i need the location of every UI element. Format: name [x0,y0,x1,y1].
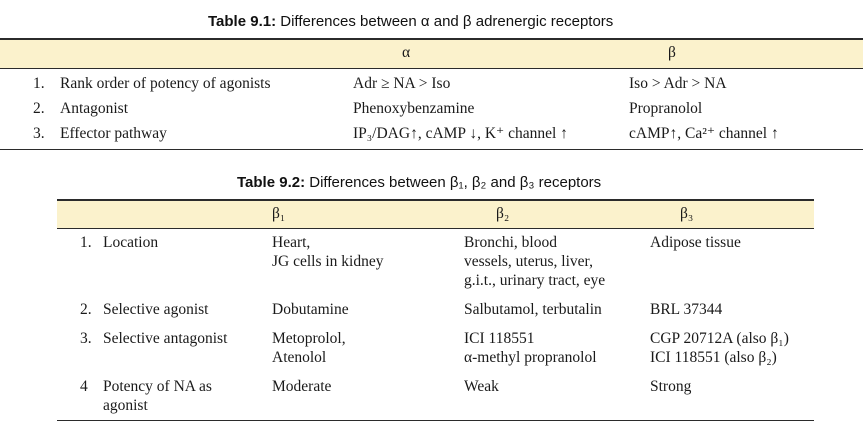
table2-row-num: 1. [80,234,92,251]
table2-caption-label: Table 9.2: [237,174,306,191]
table2-row-label: Selective antagonist [103,330,228,347]
table2-header-b3: β₃ [680,205,694,222]
table2-row-b2 [464,329,597,367]
table2-row-b2: Weak [464,378,499,395]
table1-row-label: Effector pathway [60,125,167,142]
table2-row-b2 [464,233,605,290]
table1-row-num: 1. [33,75,45,92]
table1-row-num: 3. [33,125,45,142]
table1-row-label: Rank order of potency of agonists [60,75,271,92]
table1-row-alpha: Phenoxybenzamine [353,100,475,117]
table2-cell-line: CGP 20712A (also β₁) [650,330,789,347]
table2-cell-line: Metoprolol, [272,330,346,347]
table1-row-beta: cAMP↑, Ca²⁺ channel ↑ [629,125,779,142]
table2-row-num: 2. [80,301,92,318]
table2-row-label: Potency of NA as agonist [103,378,212,414]
table2-cell-line: α-methyl propranolol [464,349,597,366]
table1-row-alpha: IP₃/DAG↑, cAMP ↓, K⁺ channel ↑ [353,125,568,142]
table2-row-label: Selective agonist [103,301,209,318]
table2-cell-line: Adipose tissue [650,234,741,251]
table2-cell-line: ICI 118551 [464,330,535,347]
table2-row-num: 3. [80,330,92,347]
table2-header-b1: β₁ [272,205,286,222]
table2-row-label: Location [103,234,159,251]
table2-header-row [57,199,814,229]
table2-cell-line: Heart, [272,234,311,251]
table1-header-alpha: α [402,44,411,61]
table1-row-label: Antagonist [60,100,129,117]
table2-row-b1: Moderate [272,378,332,395]
table1-row-beta: Propranolol [629,100,703,117]
table2-cell-line: ICI 118551 (also β₂) [650,349,777,366]
table2-row-num: 4 [80,378,88,395]
table2-row-b1 [272,233,384,271]
table1-row-beta: Iso > Adr > NA [629,75,727,92]
table2-row-b3 [650,233,741,252]
table2-cell-line: JG cells in kidney [272,253,384,270]
table2-row-b3: BRL 37344 [650,301,723,318]
table2-cell-line: Atenolol [272,349,327,366]
table2-bottom-rule [57,420,814,421]
table2-row-b2: Salbutamol, terbutalin [464,301,602,318]
table2-caption-text: Differences between β₁, β₂ and β₃ receptors [305,174,602,191]
table1-header-beta: β [668,44,676,61]
table2-cell-line: Bronchi, blood [464,234,557,251]
table2-row-b3: Strong [650,378,692,395]
table2-row-b1: Dobutamine [272,301,349,318]
table1-caption-text: Differences between α and β adrenergic receptors [276,13,614,30]
table2-cell-line: g.i.t., urinary tract, eye [464,272,606,289]
table2-cell-line: vessels, uterus, liver, [464,253,593,270]
table1-caption-label: Table 9.1: [208,13,277,30]
table1-row-alpha: Adr ≥ NA > Iso [353,75,451,92]
table2-header-b2: β₂ [496,205,510,222]
table1-row-num: 2. [33,100,45,117]
table2-row-b1 [272,329,346,367]
table2-row-b3 [650,329,789,367]
